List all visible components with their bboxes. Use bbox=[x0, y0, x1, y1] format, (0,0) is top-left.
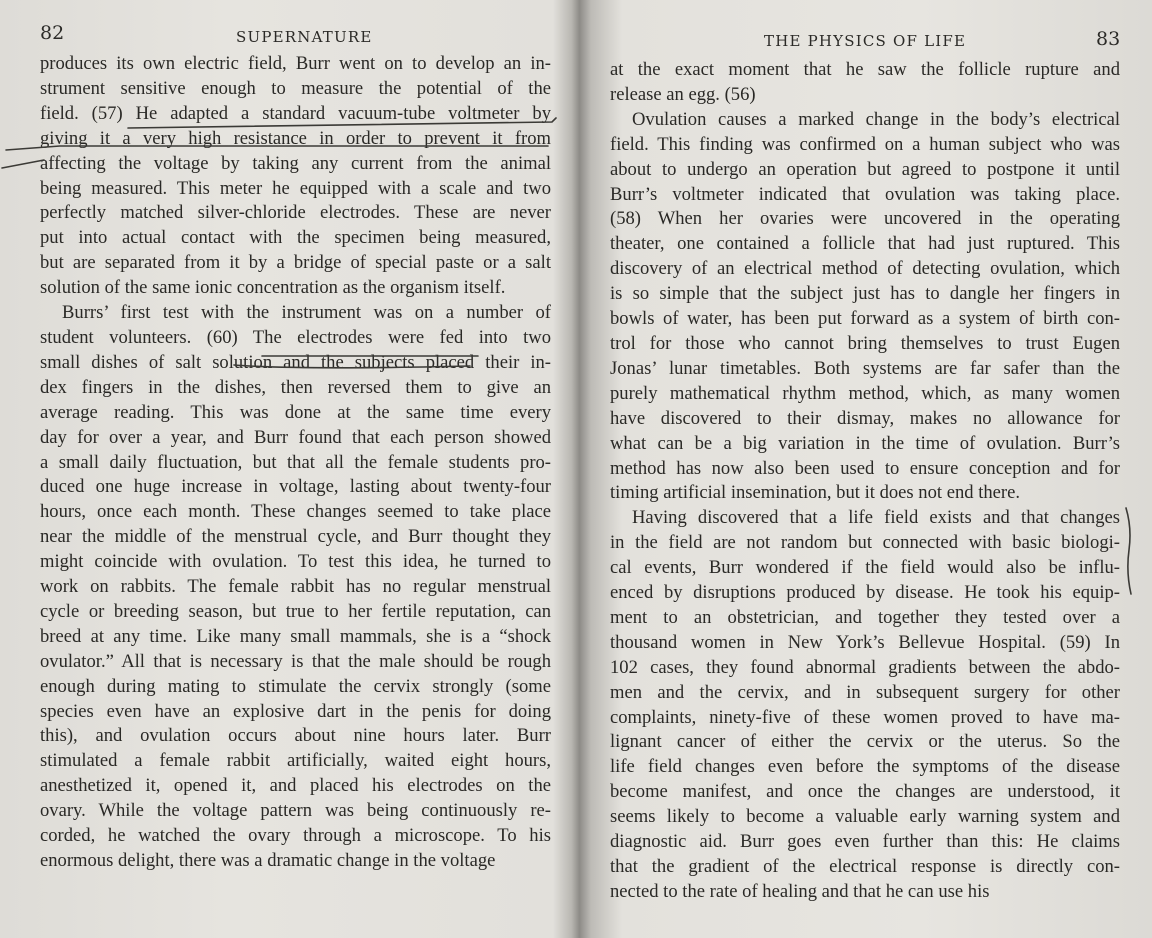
text-line: have discovered to their dismay, makes no allowance for bbox=[610, 407, 1120, 429]
text-line: trol for those who cannot bring themselves to trust Eugen bbox=[610, 332, 1120, 354]
text-line: might coincide with ovulation. To test this idea, he turned to bbox=[40, 551, 551, 573]
text-line: produces its own electric field, Burr went on to develop an in- bbox=[40, 53, 551, 74]
text-line: diagnostic aid. Burr goes even further than this: He claims bbox=[610, 831, 1120, 853]
right-page bbox=[576, 0, 1152, 938]
text-line: dex fingers in the dishes, then reversed them to give an bbox=[40, 376, 551, 398]
text-line: life field changes even before the symptoms of the disease bbox=[610, 756, 1120, 778]
text-line: work on rabbits. The female rabbit has no regular menstrual bbox=[40, 576, 551, 598]
text-line: breed at any time. Like many small mammals, she is a “shock bbox=[40, 625, 551, 647]
text-line: affecting the voltage by taking any current from the animal bbox=[40, 152, 551, 174]
text-line: corded, he watched the ovary through a microscope. To his bbox=[40, 825, 551, 847]
text-line: what can be a big variation in the time of ovulation. Burr’s bbox=[610, 432, 1120, 454]
text-line: field. (57) He adapted a standard vacuum-tube voltmeter by bbox=[40, 102, 551, 124]
left-page-body bbox=[40, 52, 551, 874]
text-line: student volunteers. (60) The electrodes were fed into two bbox=[40, 326, 551, 348]
text-line: bowls of water, has been put forward as a system of birth con- bbox=[610, 308, 1120, 330]
text-line: discovery of an electrical method of detecting ovulation, which bbox=[610, 258, 1120, 280]
text-line: enough during mating to stimulate the cervix strongly (some bbox=[40, 675, 551, 697]
text-line: lignant cancer of either the cervix or the uterus. So the bbox=[610, 731, 1120, 753]
text-line: ovary. While the voltage pattern was being continuously re- bbox=[40, 800, 551, 822]
paragraph bbox=[40, 52, 551, 301]
paragraph bbox=[40, 301, 551, 874]
text-line: about to undergo an operation but agreed to postpone it until bbox=[610, 158, 1120, 180]
text-line: near the middle of the menstrual cycle, and Burr thought they bbox=[40, 526, 551, 548]
text-line: being measured. This meter he equipped with a scale and two bbox=[40, 177, 551, 199]
text-line: strument sensitive enough to measure the potential of the bbox=[40, 77, 551, 99]
text-line: (58) When her ovaries were uncovered in the operating bbox=[610, 208, 1120, 230]
page-number-left: 82 bbox=[40, 22, 65, 44]
text-line: in the field are not random but connected with basic biologi- bbox=[610, 532, 1120, 554]
text-line: ment to an obstetrician, and together they tested over a bbox=[610, 606, 1120, 628]
text-line: men and the cervix, and in subsequent surgery for other bbox=[610, 681, 1120, 703]
text-line: Jonas’ lunar timetables. Both systems are far safer than the bbox=[610, 357, 1120, 379]
text-line: put into actual contact with the specimen being measured, bbox=[40, 227, 551, 249]
text-line: thousand women in New York’s Bellevue Hospital. (59) In bbox=[610, 631, 1120, 653]
text-line: become manifest, and once the changes are understood, it bbox=[610, 781, 1120, 803]
text-line: 102 cases, they found abnormal gradients between the abdo- bbox=[610, 656, 1120, 678]
text-line: timing artificial insemination, but it does not end there. bbox=[610, 482, 1021, 504]
text-line: perfectly matched silver-chloride electrodes. These are never bbox=[40, 202, 551, 224]
text-line: average reading. This was done at the same time every bbox=[40, 401, 551, 423]
running-head-right: THE PHYSICS OF LIFE bbox=[764, 32, 967, 50]
text-line: Ovulation causes a marked change in the body’s electrical bbox=[632, 108, 1120, 130]
text-line: enormous delight, there was a dramatic change in the voltage bbox=[40, 850, 496, 871]
text-line: is so simple that the subject just has to dangle her fingers in bbox=[610, 283, 1120, 305]
paragraph bbox=[610, 506, 1120, 905]
page-number-right: 83 bbox=[1096, 28, 1121, 50]
text-line: theater, one contained a follicle that had just ruptured. This bbox=[610, 233, 1120, 255]
text-line: day for over a year, and Burr found that each person showed bbox=[40, 426, 551, 448]
text-line: but are separated from it by a bridge of special paste or a salt bbox=[40, 252, 551, 274]
right-page-body bbox=[610, 58, 1120, 905]
text-line: complaints, ninety-five of these women proved to have ma- bbox=[610, 706, 1120, 728]
text-line: a small daily fluctuation, but that all the female students pro- bbox=[40, 451, 551, 473]
text-line: hours, once each month. These changes seemed to take place bbox=[40, 501, 551, 523]
text-line: purely mathematical rhythm method, which, as many women bbox=[610, 382, 1120, 404]
text-line: Burrs’ first test with the instrument was on a number of bbox=[62, 302, 551, 324]
text-line: species even have an explosive dart in the penis for doing bbox=[40, 700, 551, 722]
paragraph bbox=[610, 58, 1120, 108]
text-line: stimulated a female rabbit artificially, waited eight hours, bbox=[40, 750, 551, 772]
text-line: nected to the rate of healing and that he can use his bbox=[610, 880, 990, 902]
text-line: duced one huge increase in voltage, lasting about twenty-four bbox=[40, 476, 551, 498]
text-line: Having discovered that a life field exists and that changes bbox=[632, 507, 1120, 529]
running-head-left: SUPERNATURE bbox=[236, 28, 373, 46]
text-line: ovulator.” All that is necessary is that the male should be rough bbox=[40, 650, 551, 672]
text-line: enced by disruptions produced by disease. He took his equip- bbox=[610, 582, 1120, 604]
text-line: cycle or breeding season, but true to her fertile reputation, can bbox=[40, 600, 551, 622]
text-line: giving it a very high resistance in order to prevent it from bbox=[40, 127, 551, 149]
text-line: that the gradient of the electrical response is directly con- bbox=[610, 856, 1120, 877]
text-line: solution of the same ionic concentration as the organism itself. bbox=[40, 277, 506, 299]
paragraph bbox=[610, 108, 1120, 507]
text-line: at the exact moment that he saw the follicle rupture and bbox=[610, 59, 1120, 80]
text-line: cal events, Burr wondered if the field would also be influ- bbox=[610, 557, 1120, 579]
text-line: method has now also been used to ensure conception and for bbox=[610, 457, 1120, 479]
text-line: release an egg. (56) bbox=[610, 83, 756, 105]
text-line: seems likely to become a valuable early warning system and bbox=[610, 806, 1120, 828]
text-line: field. This finding was confirmed on a human subject who was bbox=[610, 133, 1120, 155]
text-line: small dishes of salt solution and the subjects placed their in- bbox=[40, 351, 551, 373]
text-line: anesthetized it, opened it, and placed his electrodes on the bbox=[40, 775, 551, 797]
text-line: Burr’s voltmeter indicated that ovulation was taking place. bbox=[610, 183, 1120, 205]
text-line: this), and ovulation occurs about nine hours later. Burr bbox=[40, 725, 551, 747]
